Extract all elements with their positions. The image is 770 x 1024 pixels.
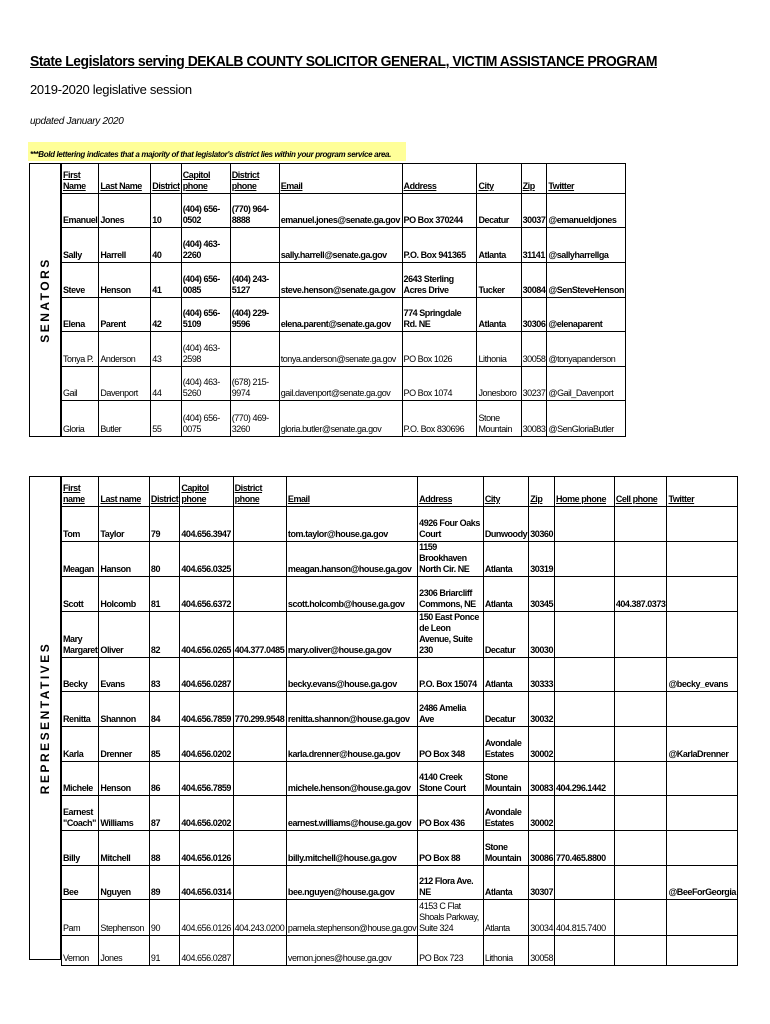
- cell-home-phone: 404.815.7400: [555, 900, 615, 936]
- session-label: 2019-2020 legislative session: [30, 82, 192, 97]
- cell-zip: 30083: [529, 762, 555, 796]
- cell-district-phone: [233, 727, 286, 762]
- cell-twitter: @SenSteveHenson: [547, 263, 626, 298]
- cell-city: Lithonia: [477, 332, 521, 367]
- cell-cell-phone: [614, 727, 667, 762]
- table-row: [62, 332, 626, 367]
- cell-email: gloria.butler@senate.ga.gov: [279, 401, 402, 437]
- cell-district-phone: [233, 762, 286, 796]
- header-address: Address: [402, 164, 477, 194]
- cell-cell-phone: [614, 936, 667, 966]
- header-zip: Zip: [521, 164, 547, 194]
- cell-city: Stone Mountain: [477, 401, 521, 437]
- cell-twitter: [667, 507, 738, 542]
- cell-address: PO Box 723: [418, 936, 484, 966]
- header-twitter: Twitter: [547, 164, 626, 194]
- bold-note-highlight: [28, 142, 406, 161]
- cell-email: vernon.jones@house.ga.gov: [286, 936, 417, 966]
- table-row: [62, 367, 626, 401]
- cell-twitter: @KarlaDrenner: [667, 727, 738, 762]
- table-row: [62, 298, 626, 332]
- cell-home-phone: [555, 507, 615, 542]
- cell-address: 212 Flora Ave. NE: [418, 866, 484, 900]
- cell-home-phone: [555, 658, 615, 692]
- cell-cell-phone: [614, 762, 667, 796]
- cell-district: 89: [149, 866, 179, 900]
- table-row: [62, 900, 738, 936]
- cell-last-name: Henson: [99, 263, 151, 298]
- cell-twitter: @sallyharrellga: [547, 228, 626, 263]
- cell-home-phone: [555, 612, 615, 658]
- cell-district-phone: [233, 507, 286, 542]
- cell-address: 774 Springdale Rd. NE: [402, 298, 477, 332]
- cell-district-phone: 770.299.9548: [233, 692, 286, 727]
- cell-capitol-phone: 404.656.6372: [180, 577, 233, 612]
- cell-home-phone: 404.296.1442: [555, 762, 615, 796]
- cell-email: renitta.shannon@house.ga.gov: [286, 692, 417, 727]
- cell-twitter: [667, 612, 738, 658]
- cell-email: earnest.williams@house.ga.gov: [286, 796, 417, 831]
- cell-twitter: @tonyapanderson: [547, 332, 626, 367]
- cell-district-phone: (678) 215-9974: [230, 367, 279, 401]
- cell-email: karla.drenner@house.ga.gov: [286, 727, 417, 762]
- cell-first-name: Bee: [62, 866, 99, 900]
- header-city: City: [483, 477, 528, 507]
- cell-district-phone: [230, 332, 279, 367]
- cell-city: Jonesboro: [477, 367, 521, 401]
- cell-first-name: Renitta: [62, 692, 99, 727]
- table-row: [62, 796, 738, 831]
- table-row: [62, 577, 738, 612]
- header-home-phone: Home phone: [555, 477, 615, 507]
- header-capitol-phone: Capitol phone: [180, 477, 233, 507]
- cell-first-name: Michele: [62, 762, 99, 796]
- cell-district-phone: [233, 936, 286, 966]
- cell-city: Atlanta: [483, 577, 528, 612]
- cell-zip: 30086: [529, 831, 555, 866]
- cell-city: Decatur: [483, 612, 528, 658]
- cell-capitol-phone: 404.656.0287: [180, 936, 233, 966]
- cell-home-phone: [555, 866, 615, 900]
- cell-twitter: [667, 762, 738, 796]
- cell-first-name: Sally: [62, 228, 99, 263]
- cell-first-name: Scott: [62, 577, 99, 612]
- cell-capitol-phone: 404.656.0265: [180, 612, 233, 658]
- header-first-name: First name: [62, 477, 99, 507]
- cell-home-phone: [555, 796, 615, 831]
- cell-district-phone: (770) 469-3260: [230, 401, 279, 437]
- cell-address: 4153 C Flat Shoals Parkway, Suite 324: [418, 900, 484, 936]
- table-row: [62, 831, 738, 866]
- cell-city: Atlanta: [483, 658, 528, 692]
- cell-email: michele.henson@house.ga.gov: [286, 762, 417, 796]
- cell-zip: 30037: [521, 194, 547, 228]
- cell-capitol-phone: (404) 463-5260: [181, 367, 230, 401]
- cell-home-phone: [555, 542, 615, 577]
- cell-district: 41: [151, 263, 181, 298]
- cell-capitol-phone: (404) 656-0085: [181, 263, 230, 298]
- cell-last-name: Harrell: [99, 228, 151, 263]
- cell-twitter: @emanueldjones: [547, 194, 626, 228]
- cell-district: 87: [149, 796, 179, 831]
- cell-district: 90: [149, 900, 179, 936]
- cell-first-name: Mary Margaret: [62, 612, 99, 658]
- header-row: [62, 164, 626, 194]
- cell-last-name: Mitchell: [99, 831, 149, 866]
- header-cell-phone: Cell phone: [614, 477, 667, 507]
- cell-zip: 30306: [521, 298, 547, 332]
- table-row: [62, 692, 738, 727]
- header-district-phone: District phone: [233, 477, 286, 507]
- cell-city: Avondale Estates: [483, 727, 528, 762]
- header-district: District: [149, 477, 179, 507]
- cell-home-phone: [555, 577, 615, 612]
- cell-last-name: Drenner: [99, 727, 149, 762]
- cell-capitol-phone: (404) 463-2598: [181, 332, 230, 367]
- cell-email: becky.evans@house.ga.gov: [286, 658, 417, 692]
- cell-first-name: Billy: [62, 831, 99, 866]
- header-city: City: [477, 164, 521, 194]
- cell-address: P.O. Box 941365: [402, 228, 477, 263]
- cell-last-name: Stephenson: [99, 900, 149, 936]
- cell-last-name: Oliver: [99, 612, 149, 658]
- senators-side-label: SENATORS: [29, 163, 61, 437]
- cell-cell-phone: [614, 612, 667, 658]
- cell-district: 79: [149, 507, 179, 542]
- cell-capitol-phone: 404.656.0314: [180, 866, 233, 900]
- cell-district-phone: [233, 577, 286, 612]
- cell-district-phone: 404.243.0200: [233, 900, 286, 936]
- cell-email: mary.oliver@house.ga.gov: [286, 612, 417, 658]
- cell-first-name: Elena: [62, 298, 99, 332]
- cell-district: 83: [149, 658, 179, 692]
- cell-zip: 30002: [529, 796, 555, 831]
- cell-email: pamela.stephenson@house.ga.gov: [286, 900, 417, 936]
- cell-district-phone: [233, 796, 286, 831]
- cell-email: scott.holcomb@house.ga.gov: [286, 577, 417, 612]
- cell-district: 88: [149, 831, 179, 866]
- cell-district-phone: (770) 964-8888: [230, 194, 279, 228]
- cell-email: tonya.anderson@senate.ga.gov: [279, 332, 402, 367]
- cell-first-name: Tom: [62, 507, 99, 542]
- cell-last-name: Hanson: [99, 542, 149, 577]
- cell-twitter: [667, 542, 738, 577]
- cell-first-name: Tonya P.: [62, 332, 99, 367]
- cell-address: 4926 Four Oaks Court: [418, 507, 484, 542]
- cell-capitol-phone: 404.656.7859: [180, 692, 233, 727]
- cell-capitol-phone: (404) 656-0075: [181, 401, 230, 437]
- cell-district: 91: [149, 936, 179, 966]
- cell-city: Lithonia: [483, 936, 528, 966]
- cell-capitol-phone: (404) 656-0502: [181, 194, 230, 228]
- cell-capitol-phone: 404.656.7859: [180, 762, 233, 796]
- cell-zip: 31141: [521, 228, 547, 263]
- header-row: [62, 477, 738, 507]
- cell-city: Atlanta: [483, 900, 528, 936]
- table-row: [62, 727, 738, 762]
- senators-table: [61, 163, 626, 437]
- cell-city: Dunwoody: [483, 507, 528, 542]
- cell-last-name: Henson: [99, 762, 149, 796]
- cell-cell-phone: [614, 866, 667, 900]
- cell-last-name: Parent: [99, 298, 151, 332]
- table-row: [62, 612, 738, 658]
- representatives-section: [29, 476, 738, 963]
- table-row: [62, 866, 738, 900]
- cell-district-phone: [233, 831, 286, 866]
- cell-district: 82: [149, 612, 179, 658]
- cell-district: 43: [151, 332, 181, 367]
- cell-zip: 30030: [529, 612, 555, 658]
- cell-address: P.O. Box 15074: [418, 658, 484, 692]
- cell-home-phone: [555, 692, 615, 727]
- cell-twitter: @becky_evans: [667, 658, 738, 692]
- cell-district: 84: [149, 692, 179, 727]
- cell-zip: 30002: [529, 727, 555, 762]
- header-district: District: [151, 164, 181, 194]
- cell-district-phone: 404.377.0485: [233, 612, 286, 658]
- cell-district: 86: [149, 762, 179, 796]
- header-last-name: Last name: [99, 477, 149, 507]
- cell-email: gail.davenport@senate.ga.gov: [279, 367, 402, 401]
- cell-capitol-phone: 404.656.0202: [180, 727, 233, 762]
- table-row: [62, 228, 626, 263]
- cell-zip: 30034: [529, 900, 555, 936]
- header-twitter: Twitter: [667, 477, 738, 507]
- cell-address: 2306 Briarcliff Commons, NE: [418, 577, 484, 612]
- cell-address: 150 East Ponce de Leon Avenue, Suite 230: [418, 612, 484, 658]
- cell-city: Decatur: [477, 194, 521, 228]
- table-row: [62, 762, 738, 796]
- cell-email: meagan.hanson@house.ga.gov: [286, 542, 417, 577]
- cell-district: 81: [149, 577, 179, 612]
- cell-zip: 30032: [529, 692, 555, 727]
- cell-district: 40: [151, 228, 181, 263]
- cell-email: elena.parent@senate.ga.gov: [279, 298, 402, 332]
- cell-address: PO Box 1026: [402, 332, 477, 367]
- cell-first-name: Gloria: [62, 401, 99, 437]
- cell-cell-phone: [614, 796, 667, 831]
- cell-address: 2643 Sterling Acres Drive: [402, 263, 477, 298]
- cell-district-phone: [233, 866, 286, 900]
- cell-address: PO Box 436: [418, 796, 484, 831]
- cell-address: PO Box 1074: [402, 367, 477, 401]
- cell-district-phone: [233, 658, 286, 692]
- header-last-name: Last Name: [99, 164, 151, 194]
- cell-zip: 30083: [521, 401, 547, 437]
- header-district-phone: District phone: [230, 164, 279, 194]
- cell-zip: 30333: [529, 658, 555, 692]
- cell-city: Atlanta: [483, 866, 528, 900]
- table-row: [62, 658, 738, 692]
- cell-district: 55: [151, 401, 181, 437]
- cell-zip: 30058: [529, 936, 555, 966]
- cell-twitter: @Gail_Davenport: [547, 367, 626, 401]
- header-address: Address: [418, 477, 484, 507]
- cell-district-phone: [233, 542, 286, 577]
- cell-district: 42: [151, 298, 181, 332]
- cell-address: 1159 Brookhaven North Cir. NE: [418, 542, 484, 577]
- cell-city: Stone Mountain: [483, 831, 528, 866]
- cell-home-phone: [555, 727, 615, 762]
- cell-cell-phone: [614, 507, 667, 542]
- cell-city: Tucker: [477, 263, 521, 298]
- cell-email: bee.nguyen@house.ga.gov: [286, 866, 417, 900]
- cell-last-name: Davenport: [99, 367, 151, 401]
- cell-capitol-phone: 404.656.0325: [180, 542, 233, 577]
- cell-district-phone: [230, 228, 279, 263]
- cell-address: PO Box 370244: [402, 194, 477, 228]
- cell-twitter: @BeeForGeorgia: [667, 866, 738, 900]
- senators-section: [29, 163, 626, 437]
- table-row: [62, 401, 626, 437]
- cell-district: 80: [149, 542, 179, 577]
- cell-first-name: Gail: [62, 367, 99, 401]
- cell-last-name: Taylor: [99, 507, 149, 542]
- cell-last-name: Evans: [99, 658, 149, 692]
- cell-cell-phone: [614, 831, 667, 866]
- cell-city: Avondale Estates: [483, 796, 528, 831]
- cell-first-name: Becky: [62, 658, 99, 692]
- cell-twitter: [667, 936, 738, 966]
- cell-twitter: @elenaparent: [547, 298, 626, 332]
- cell-last-name: Jones: [99, 194, 151, 228]
- table-row: [62, 507, 738, 542]
- cell-twitter: [667, 900, 738, 936]
- cell-last-name: Anderson: [99, 332, 151, 367]
- cell-twitter: [667, 692, 738, 727]
- representatives-side-label: REPRESENTATIVES: [29, 476, 61, 960]
- cell-email: emanuel.jones@senate.ga.gov: [279, 194, 402, 228]
- cell-twitter: [667, 577, 738, 612]
- updated-label: updated January 2020: [30, 116, 124, 127]
- cell-zip: 30319: [529, 542, 555, 577]
- cell-capitol-phone: 404.656.0126: [180, 831, 233, 866]
- cell-zip: 30237: [521, 367, 547, 401]
- cell-city: Stone Mountain: [483, 762, 528, 796]
- cell-district: 10: [151, 194, 181, 228]
- header-capitol-phone: Capitol phone: [181, 164, 230, 194]
- cell-twitter: [667, 831, 738, 866]
- cell-address: PO Box 88: [418, 831, 484, 866]
- cell-last-name: Butler: [99, 401, 151, 437]
- header-email: Email: [286, 477, 417, 507]
- cell-zip: 30307: [529, 866, 555, 900]
- cell-email: sally.harrell@senate.ga.gov: [279, 228, 402, 263]
- cell-cell-phone: 404.387.0373: [614, 577, 667, 612]
- cell-home-phone: 770.465.8800: [555, 831, 615, 866]
- cell-last-name: Nguyen: [99, 866, 149, 900]
- bold-note-text: ***Bold lettering indicates that a majority of that legislator's district lies within your program service area.: [30, 150, 392, 159]
- cell-last-name: Jones: [99, 936, 149, 966]
- cell-capitol-phone: 404.656.0126: [180, 900, 233, 936]
- cell-twitter: [667, 796, 738, 831]
- cell-first-name: Meagan: [62, 542, 99, 577]
- cell-email: tom.taylor@house.ga.gov: [286, 507, 417, 542]
- cell-first-name: Emanuel: [62, 194, 99, 228]
- cell-last-name: Holcomb: [99, 577, 149, 612]
- cell-address: 4140 Creek Stone Court: [418, 762, 484, 796]
- cell-city: Atlanta: [483, 542, 528, 577]
- header-first-name: First Name: [62, 164, 99, 194]
- cell-cell-phone: [614, 542, 667, 577]
- cell-address: PO Box 348: [418, 727, 484, 762]
- cell-home-phone: [555, 936, 615, 966]
- cell-capitol-phone: 404.656.0202: [180, 796, 233, 831]
- cell-capitol-phone: (404) 656-5109: [181, 298, 230, 332]
- cell-district-phone: (404) 229-9596: [230, 298, 279, 332]
- cell-city: Decatur: [483, 692, 528, 727]
- cell-city: Atlanta: [477, 298, 521, 332]
- cell-zip: 30084: [521, 263, 547, 298]
- cell-address: P.O. Box 830696: [402, 401, 477, 437]
- cell-district-phone: (404) 243-5127: [230, 263, 279, 298]
- cell-zip: 30058: [521, 332, 547, 367]
- cell-district: 85: [149, 727, 179, 762]
- table-row: [62, 936, 738, 966]
- cell-first-name: Steve: [62, 263, 99, 298]
- cell-email: steve.henson@senate.ga.gov: [279, 263, 402, 298]
- cell-first-name: Pam: [62, 900, 99, 936]
- cell-twitter: @SenGloriaButler: [547, 401, 626, 437]
- cell-capitol-phone: (404) 463-2260: [181, 228, 230, 263]
- page-title: State Legislators serving DEKALB COUNTY SOLICITOR GENERAL, VICTIM ASSISTANCE PROGRAM: [30, 53, 658, 70]
- cell-capitol-phone: 404.656.3947: [180, 507, 233, 542]
- cell-first-name: Karla: [62, 727, 99, 762]
- cell-cell-phone: [614, 658, 667, 692]
- table-row: [62, 194, 626, 228]
- cell-cell-phone: [614, 692, 667, 727]
- cell-first-name: Vernon: [62, 936, 99, 966]
- representatives-table: [61, 476, 738, 966]
- cell-zip: 30345: [529, 577, 555, 612]
- cell-district: 44: [151, 367, 181, 401]
- cell-zip: 30360: [529, 507, 555, 542]
- header-email: Email: [279, 164, 402, 194]
- cell-last-name: Shannon: [99, 692, 149, 727]
- cell-first-name: Earnest "Coach": [62, 796, 99, 831]
- header-zip: Zip: [529, 477, 555, 507]
- cell-capitol-phone: 404.656.0287: [180, 658, 233, 692]
- cell-email: billy.mitchell@house.ga.gov: [286, 831, 417, 866]
- table-row: [62, 542, 738, 577]
- cell-cell-phone: [614, 900, 667, 936]
- cell-city: Atlanta: [477, 228, 521, 263]
- cell-last-name: Williams: [99, 796, 149, 831]
- cell-address: 2486 Amelia Ave: [418, 692, 484, 727]
- table-row: [62, 263, 626, 298]
